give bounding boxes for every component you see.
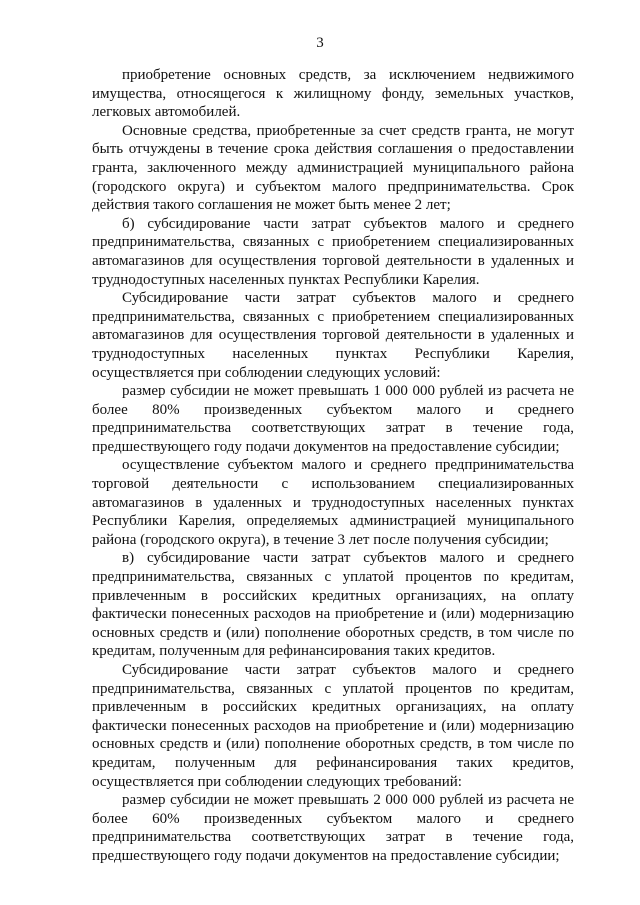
document-body	[92, 66, 574, 866]
paragraph-trade-activity: осуществление субъектом малого и среднего предпринимательства торговой деятельности с использованием специализированных автомагазинов в удаленных и труднодоступных населенных пунктах Республики Карелия, определяемых администрацией муниципального района (городского округа), в течение 3 лет после получения субсидии;	[92, 457, 574, 548]
page-number: 3	[316, 35, 324, 51]
paragraph-continuation: приобретение основных средств, за исключением недвижимого имущества, относящегося к жилищному фонду, земельных участков, легковых автомобилей.	[92, 67, 574, 121]
paragraph-item-c: в) субсидирование части затрат субъектов малого и среднего предпринимательства, связанных с уплатой процентов по кредитам, привлеченным в российских кредитных организациях, на оплату фактически понесенных расходов на приобретение и (или) модернизацию основных средств и (или) пополнение оборотных средств, в том числе по кредитам, полученным для рефинансирования таких кредитов.	[92, 550, 574, 660]
paragraph-item-b: б) субсидирование части затрат субъектов малого и среднего предпринимательства, связанных с приобретением специализированных автомагазинов для осуществления торговой деятельности в удаленных и труднодоступных населенных пунктах Республики Карелия.	[92, 215, 574, 288]
paragraph-subsidy-limit-1: размер субсидии не может превышать 1 000 000 рублей из расчета не более 80% произведенных субъектом малого и среднего предпринимательства соответствующих затрат в течение года, предшествующего году подачи документов на предоставление субсидии;	[92, 383, 574, 455]
paragraph-fixed-assets-note: Основные средства, приобретенные за счет средств гранта, не могут быть отчуждены в течение срока действия соглашения о предоставлении гранта, заключенного между администрацией муниципального района (городского округа) и субъектом малого предпринимательства. Срок действия такого соглашения не может быть менее 2 лет;	[92, 122, 574, 214]
paragraph-item-b-conditions: Субсидирование части затрат субъектов малого и среднего предпринимательства, связанных с приобретением специализированных автомагазинов для осуществления торговой деятельности в удаленных и труднодоступных населенных пунктах Республики Карелия, осуществляется при соблюдении следующих условий:	[92, 290, 574, 381]
paragraph-subsidy-limit-2: размер субсидии не может превышать 2 000 000 рублей из расчета не более 60% произведенных субъектом малого и среднего предпринимательства соответствующих затрат в течение года, предшествующего году подачи документов на предоставление субсидии;	[92, 792, 574, 864]
paragraph-item-c-requirements: Субсидирование части затрат субъектов малого и среднего предпринимательства, связанных с уплатой процентов по кредитам, привлеченным в российских кредитных организациях, на оплату фактически понесенных расходов на приобретение и (или) модернизацию основных средств и (или) пополнение оборотных средств, в том числе по кредитам, полученным для рефинансирования таких кредитов, осуществляется при соблюдении следующих требований:	[92, 662, 574, 790]
